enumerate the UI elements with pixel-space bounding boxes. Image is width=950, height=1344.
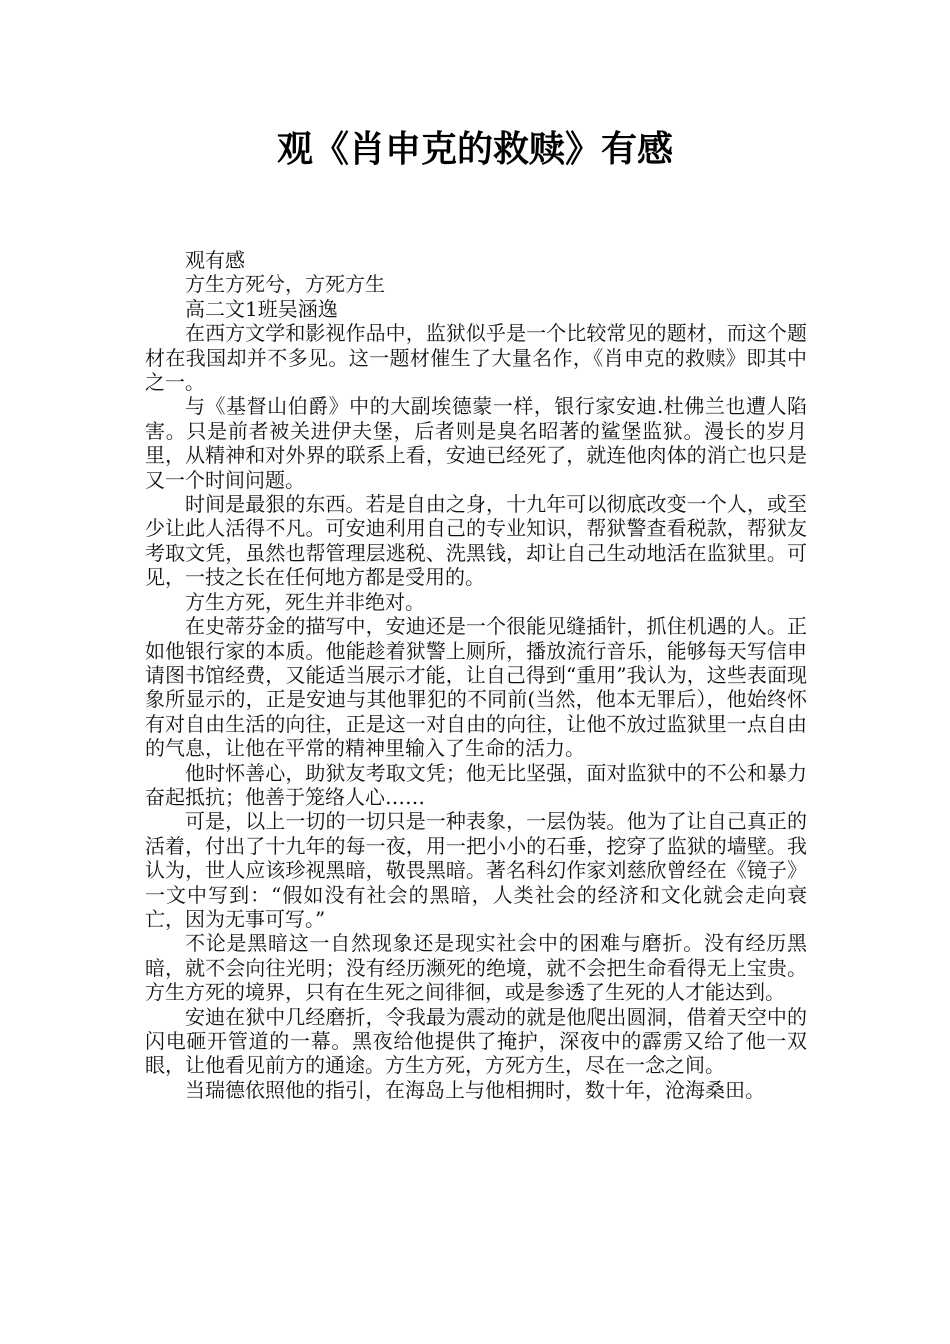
paragraph: 安迪在狱中几经磨折，令我最为震动的就是他爬出圆洞，借着天空中的闪电砸开管道的一幕。黑夜给他提供了掩护，深夜中的霹雳又给了他一双眼，让他看见前方的通途。方生方死，方死方生，尽在一念之间。	[145, 1004, 807, 1078]
document-body	[145, 248, 807, 1102]
paragraph: 在西方文学和影视作品中，监狱似乎是一个比较常见的题材，而这个题材在我国却并不多见。这一题材催生了大量名作，《肖申克的救赎》即其中之一。	[145, 321, 807, 395]
paragraph: 可是，以上一切的一切只是一种表象，一层伪装。他为了让自己真正的活着，付出了十九年的每一夜，用一把小小的石垂，挖穿了监狱的墙壁。我认为，世人应该珍视黑暗，敬畏黑暗。著名科幻作家刘慈欣曾经在《镜子》一文中写到：“假如没有社会的黑暗，人类社会的经济和文化就会走向衰亡，因为无事可写。”	[145, 809, 807, 931]
paragraph: 当瑞德依照他的指引，在海岛上与他相拥时，数十年，沧海桑田。	[185, 1077, 765, 1102]
subtitle-line: 方生方死兮，方死方生	[185, 272, 385, 297]
document-title: 观《肖申克的救赎》有感	[276, 129, 673, 170]
paragraph: 不论是黑暗这一自然现象还是现实社会中的困难与磨折。没有经历黑暗，就不会向往光明；没有经历濒死的绝境，就不会把生命看得无上宝贵。方生方死的境界，只有在生死之间徘徊，或是参透了生死的人才能达到。	[145, 931, 807, 1005]
paragraph: 在史蒂芬金的描写中，安迪还是一个很能见缝插针，抓住机遇的人。正如他银行家的本质。他能趁着狱警上厕所，播放流行音乐，能够每天写信申请图书馆经费，又能适当展示才能，让自己得到“重用”我认为，这些表面现象所显示的，正是安迪与其他罪犯的不同前(当然，他本无罪后），他始终怀有对自由生活的向往，正是这一对自由的向往，让他不放过监狱里一点自由的气息，让他在平常的精神里输入了生命的活力。	[145, 614, 807, 761]
paragraph: 他时怀善心，助狱友考取文凭；他无比坚强，面对监狱中的不公和暴力奋起抵抗；他善于笼络人心……	[145, 760, 807, 809]
author-line: 高二文1班吴涵逸	[185, 296, 338, 321]
paragraph: 时间是最狠的东西。若是自由之身，十九年可以彻底改变一个人，或至少让此人活得不凡。可安迪利用自己的专业知识，帮狱警查看税款，帮狱友考取文凭，虽然也帮管理层逃税、洗黑钱，却让自己生动地活在监狱里。可见，一技之长在任何地方都是受用的。	[145, 492, 807, 590]
paragraph: 与《基督山伯爵》中的大副埃德蒙一样，银行家安迪.杜佛兰也遭人陷害。只是前者被关进伊夫堡，后者则是臭名昭著的鲨堡监狱。漫长的岁月里，从精神和对外界的联系上看，安迪已经死了，就连他肉体的消亡也只是又一个时间问题。	[145, 394, 807, 492]
heading-line: 观有感	[185, 248, 245, 272]
paragraph: 方生方死，死生并非绝对。	[185, 589, 425, 614]
